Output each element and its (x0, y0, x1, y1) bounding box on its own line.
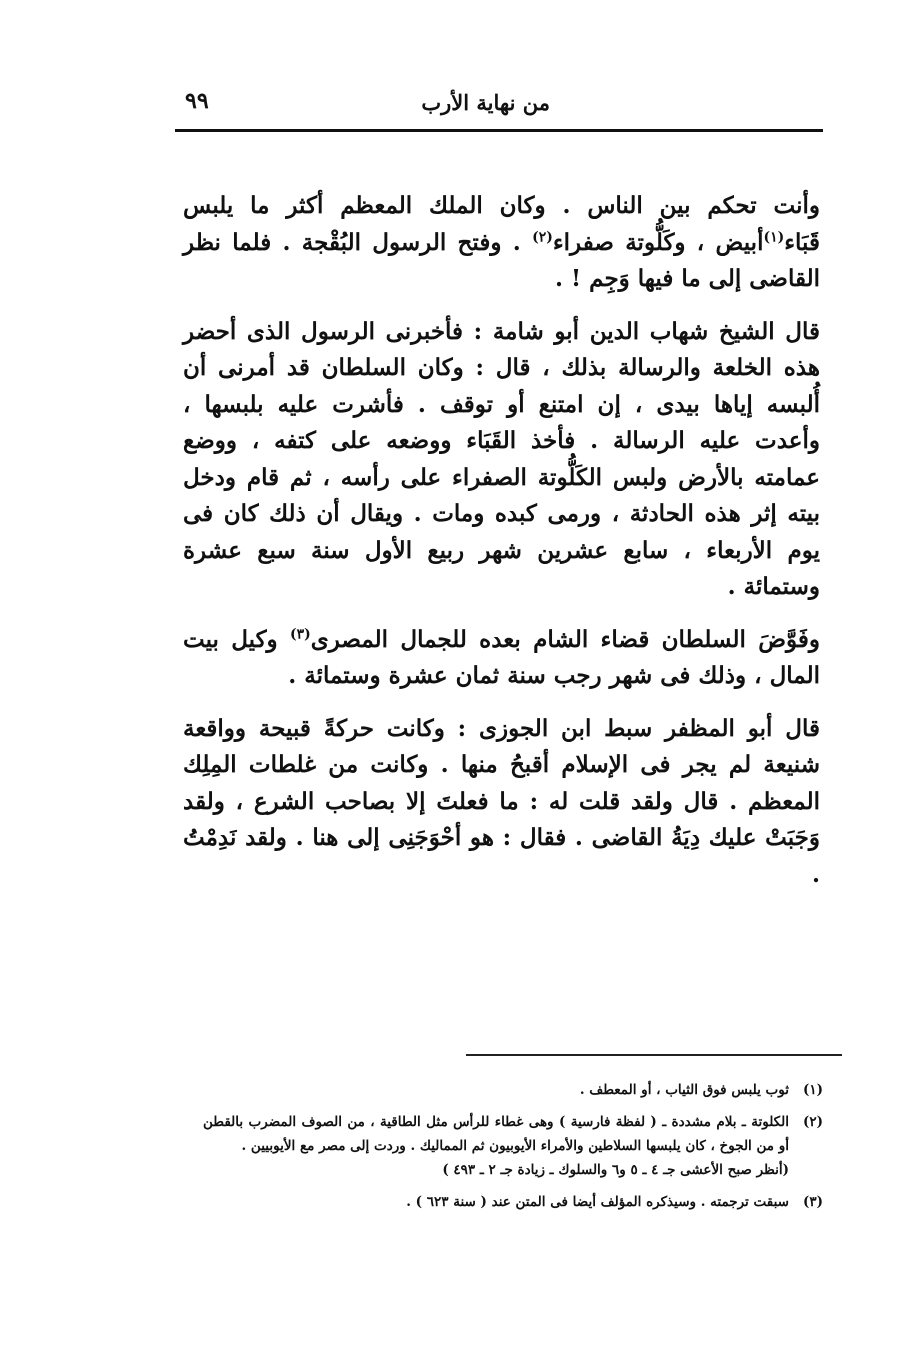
footnote-number: (١) (802, 1082, 823, 1098)
footnote-3 (203, 1190, 823, 1214)
paragraph-1-text-a: وأنت تحكم بين الناس . وكان الملك المعظم أكثر ما يلبس قَبَاء (183, 192, 820, 256)
footnote-line: الكلوتة ـ بلام مشددة ـ ( لفظة فارسية ) وهى غطاء للرأس مثل الطاقية ، من الصوف المضرب بالقطن أو من الجوخ ، كان يلبسها السلاطين والأمراء الأيوبيون ثم المماليك . وردت إلى مصر مع الأيوبيين . (203, 1114, 789, 1154)
main-text (183, 188, 820, 893)
paragraph-1 (183, 188, 820, 298)
footnote-2 (203, 1110, 823, 1182)
footnote-text (203, 1190, 789, 1214)
running-title: من نهاية الأرب (421, 90, 550, 115)
paragraph-1-text-c: . وفتح الرسول البُقْجة . فلما نظر القاضى إلى ما فيها وَجِم ! . (183, 228, 820, 292)
footnote-1 (203, 1078, 823, 1102)
paragraph-1-text-b: أبيض ، وكَلُّوتة صفراء (552, 228, 764, 256)
header-rule (175, 129, 823, 132)
paragraph-4: قال أبو المظفر سبط ابن الجوزى : وكانت حركةً قبيحة وواقعة شنيعة لم يجر فى الإسلام أقبحُ منها . وكانت من غلطات المِلِك المعظم . قال ولقد قلت له : ما فعلتَ إلا بصاحب الشرع ، ولقد وَجَبَتْ عليك دِيَةُ القاضى . فقال : هو أحْوَجَنِى إلى هنا . ولقد نَدِمْتُ . (183, 714, 820, 888)
running-header (175, 86, 820, 130)
footnote-text (203, 1110, 789, 1182)
footnote-citation: (أنظر صبح الأعشى جـ ٤ ـ ٥ و٦ والسلوك ـ زيادة جـ ٢ ـ ٤٩٣ ) (442, 1162, 789, 1178)
paragraph-3 (183, 622, 820, 695)
footnote-ref-1: (١) (763, 228, 785, 245)
footnote-line: ثوب يلبس فوق الثياب ، أو المعطف . (579, 1082, 789, 1098)
footnote-line: سبقت ترجمته . وسيذكره المؤلف أيضا فى المتن عند ( سنة ٦٢٣ ) . (406, 1194, 789, 1210)
paragraph-3-text-b: وكيل بيت المال ، وذلك فى شهر رجب سنة ثمان عشرة وستمائة . (183, 625, 820, 689)
footnote-number: (٢) (802, 1114, 823, 1130)
paragraph-3-text-a: وفَوَّضَ السلطان قضاء الشام بعده للجمال المصرى (310, 625, 820, 653)
footnotes (203, 1078, 823, 1214)
footnote-ref-2: (٢) (532, 228, 553, 245)
footnote-ref-3: (٣) (289, 625, 311, 642)
footnote-rule (466, 1054, 842, 1056)
paragraph-2: قال الشيخ شهاب الدين أبو شامة : فأخبرنى الرسول الذى أحضر هذه الخلعة والرسالة بذلك ، قال : وكان السلطان قد أمرنى أن أُلبسه إياها بيدى ، إن امتنع أو توقف . فأشرت عليه بلبسها ، وأعدت عليه الرسالة . فأخذ القَبَاء ووضعه على كتفه ، ووضع عمامته بالأرض ولبس الكَلُّوتة الصفراء على رأسه ، ثم قام ودخل بيته إثر هذه الحادثة ، ورمى كبده ومات . ويقال أن ذلك كان فى يوم الأربعاء ، سابع عشرين شهر ربيع الأول سنة سبع عشرة وستمائة . (183, 317, 820, 600)
page-number: ٩٩ (185, 88, 209, 114)
footnote-number: (٣) (802, 1194, 823, 1210)
footnote-text (203, 1078, 789, 1102)
